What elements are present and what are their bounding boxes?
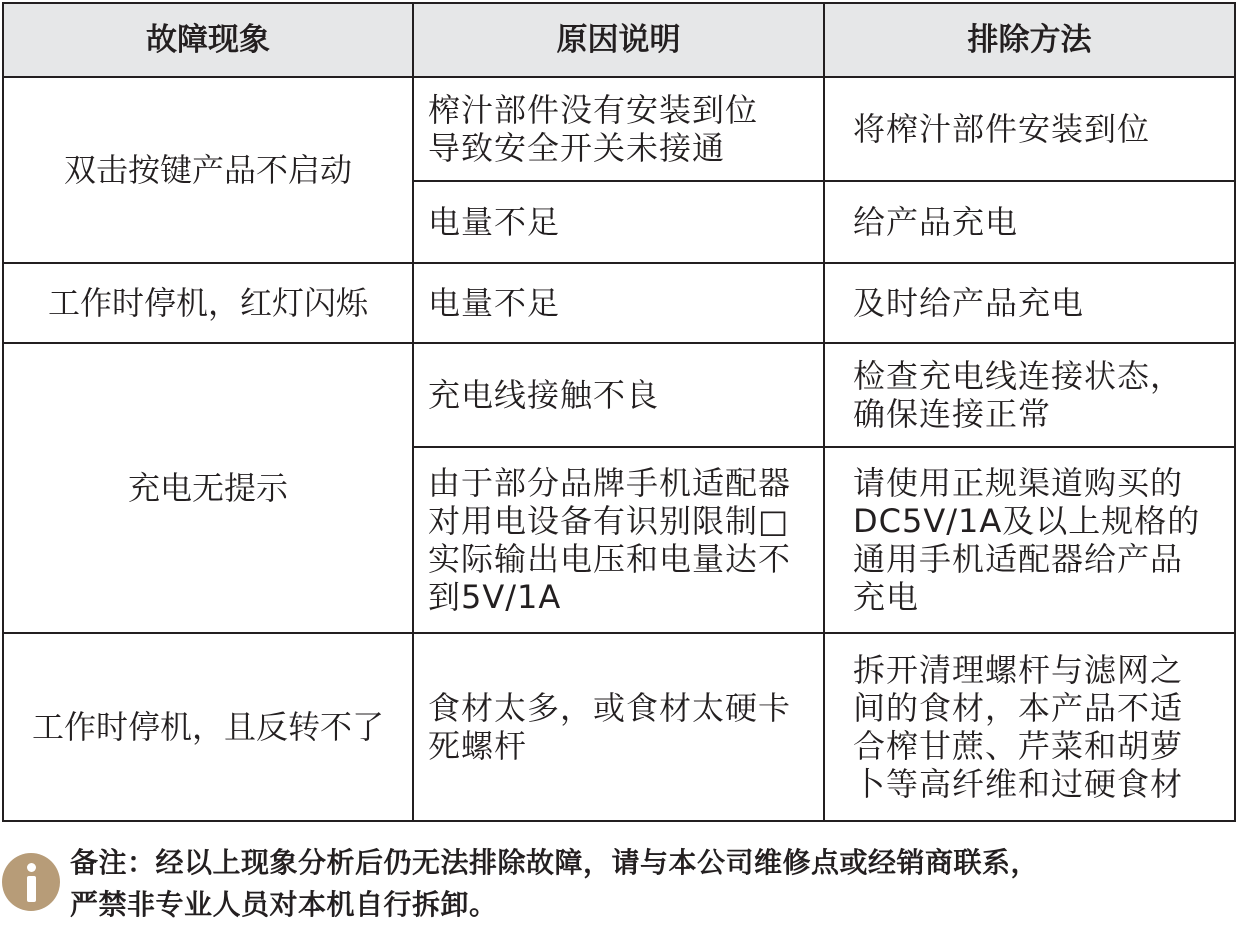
table-row <box>3 343 1235 447</box>
cause-cell <box>413 181 824 263</box>
remark-line: 严禁非专业人员对本机自行拆卸。 <box>70 888 498 921</box>
solution-cell <box>824 343 1235 447</box>
cause-line: 导致安全开关未接通 <box>428 129 726 167</box>
remark-text <box>70 842 1234 926</box>
solution-cell <box>824 447 1235 633</box>
solution-line: 充电 <box>853 578 920 616</box>
solution-line: 通用手机适配器给产品 <box>853 540 1184 578</box>
remark-note <box>2 838 1234 926</box>
solution-line: 拆开清理螺杆与滤网之 <box>853 651 1184 689</box>
cause-line: 对用电设备有识别限制□ <box>428 502 790 540</box>
table-row <box>3 263 1235 343</box>
solution-cell <box>824 77 1235 181</box>
cause-cell <box>413 343 824 447</box>
solution-line: 将榨汁部件安装到位 <box>853 110 1151 148</box>
solution-line: 及时给产品充电 <box>853 284 1085 322</box>
solution-line: 请使用正规渠道购买的 <box>853 464 1184 502</box>
solution-line: 检查充电线连接状态， <box>853 357 1184 395</box>
cause-line: 食材太多，或食材太硬卡 <box>428 689 792 727</box>
cause-cell <box>413 77 824 181</box>
cause-line: 到5V/1A <box>428 578 562 616</box>
cause-line: 死螺杆 <box>428 727 528 765</box>
header-row <box>3 3 1235 77</box>
symptom-cell: 充电无提示 <box>3 343 413 633</box>
cause-cell <box>413 633 824 821</box>
cause-cell <box>413 263 824 343</box>
table-row <box>3 633 1235 821</box>
solution-line: DC5V/1A及以上规格的 <box>853 502 1201 540</box>
header-solution: 排除方法 <box>824 3 1235 77</box>
cause-line: 实际输出电压和电量达不 <box>428 540 792 578</box>
cause-cell <box>413 447 824 633</box>
solution-line: 给产品充电 <box>853 203 1019 241</box>
solution-line: 确保连接正常 <box>853 395 1052 433</box>
symptom-cell: 工作时停机，红灯闪烁 <box>3 263 413 343</box>
info-icon <box>2 853 60 911</box>
cause-line: 由于部分品牌手机适配器 <box>428 464 792 502</box>
header-symptom: 故障现象 <box>3 3 413 77</box>
solution-line: 合榨甘蔗、芹菜和胡萝 <box>853 727 1184 765</box>
cause-line: 榨汁部件没有安装到位 <box>428 91 759 129</box>
cause-line: 电量不足 <box>428 203 561 241</box>
cause-line: 充电线接触不良 <box>428 376 660 414</box>
solution-line: 卜等高纤维和过硬食材 <box>853 765 1184 803</box>
solution-line: 间的食材，本产品不适 <box>853 689 1184 727</box>
header-cause: 原因说明 <box>413 3 824 77</box>
solution-cell <box>824 181 1235 263</box>
symptom-cell: 双击按键产品不启动 <box>3 77 413 263</box>
remark-line: 备注：经以上现象分析后仍无法排除故障，请与本公司维修点或经销商联系， <box>70 846 1040 879</box>
solution-cell <box>824 263 1235 343</box>
solution-cell <box>824 633 1235 821</box>
cause-line: 电量不足 <box>428 284 561 322</box>
table-row <box>3 77 1235 181</box>
symptom-cell: 工作时停机，且反转不了 <box>3 633 413 821</box>
troubleshooting-table <box>2 2 1236 822</box>
